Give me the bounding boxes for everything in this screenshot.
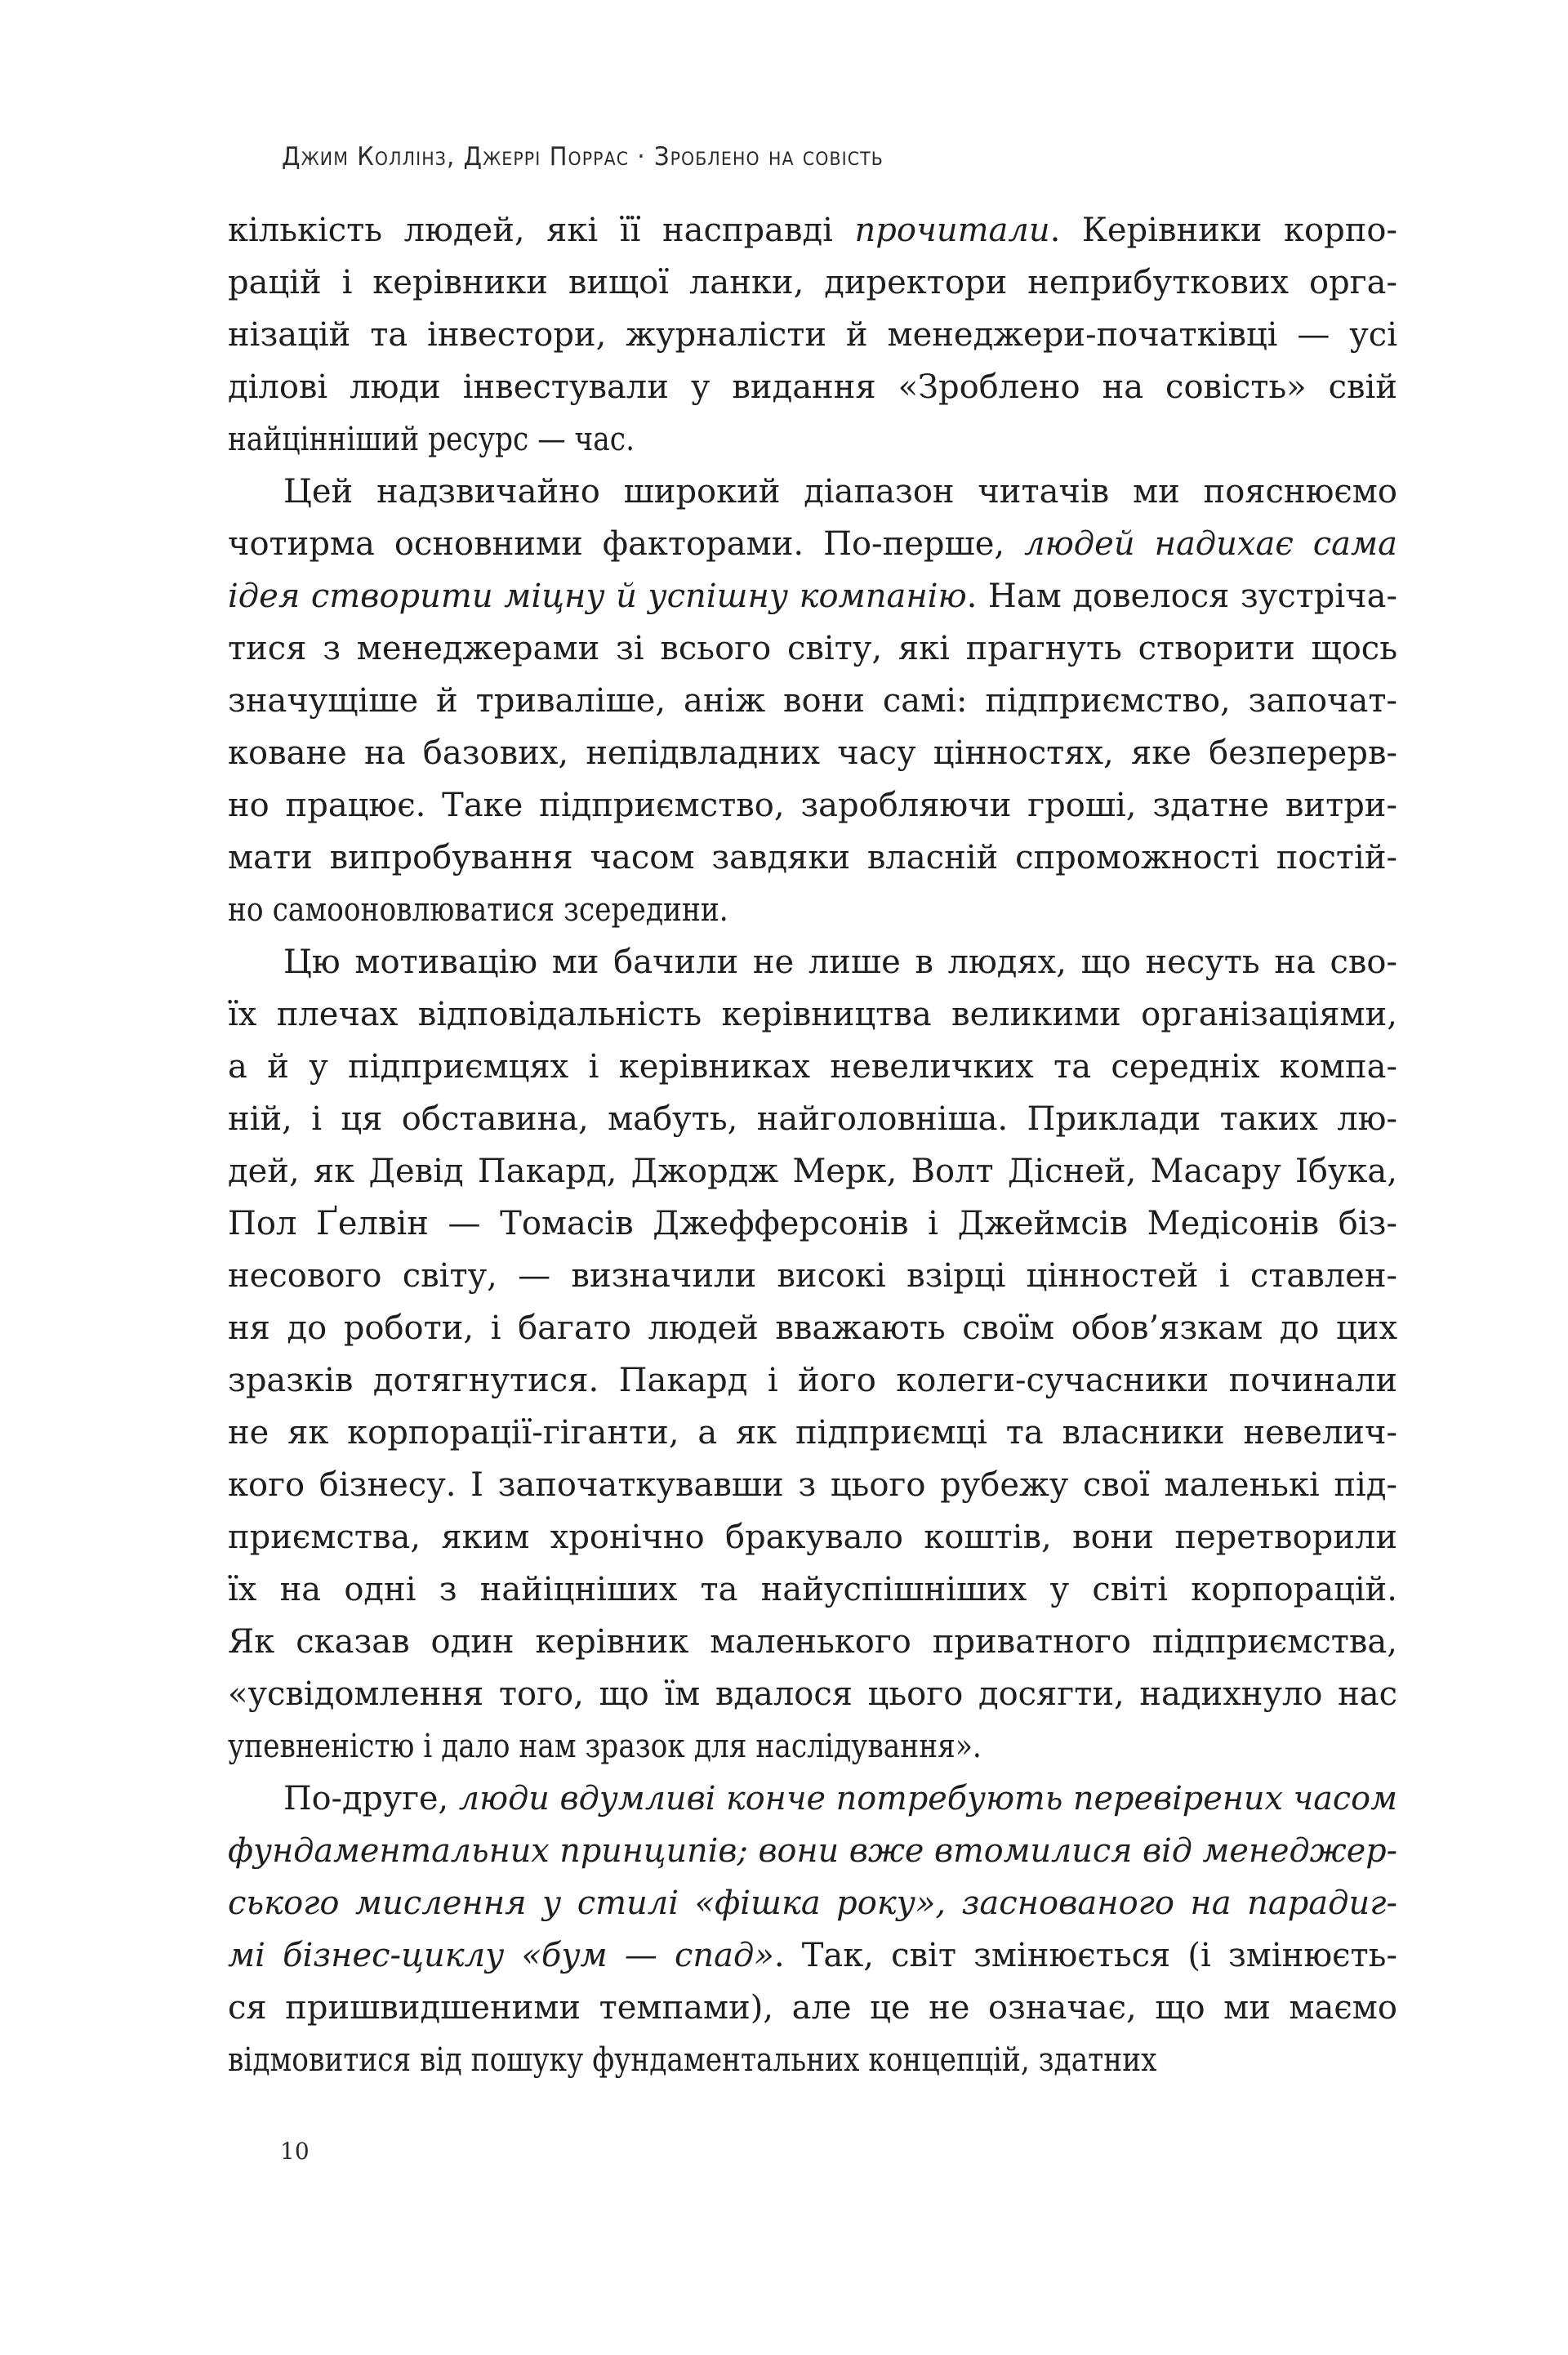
text-line — [228, 988, 1397, 1041]
italic-text: фундаментальних принципів; вони вже втомилися від менеджер- — [228, 1832, 1397, 1870]
text-line — [228, 204, 1397, 256]
text-run: Цю мотивацію ми бачили не лише в людях, що несуть на сво- — [283, 943, 1397, 981]
text-run: їх плечах відповідальність керівництва великими організаціями, — [228, 996, 1397, 1033]
text-run: мати випробування часом завдяки власній спроможності постій- — [228, 839, 1397, 876]
text-line — [228, 1825, 1397, 1877]
text-run: не як корпорації-гіганти, а як підприємці та власники невелич- — [228, 1414, 1397, 1452]
text-run: нізацій та інвестори, журналісти й менеджери-початківці — усі — [228, 316, 1397, 354]
paragraph — [228, 1773, 1397, 2086]
text-line — [228, 727, 1397, 779]
text-line — [228, 1250, 1397, 1302]
italic-text: люди вдумливі конче потребують перевірених часом — [458, 1780, 1397, 1818]
text-line — [228, 361, 1397, 413]
paragraph — [228, 936, 1397, 1773]
text-run: кількість людей, які її насправді — [228, 212, 855, 249]
text-run: приємства, яким хронічно бракувало коштів, вони перетворили — [228, 1519, 1397, 1556]
text-run: Як сказав один керівник маленького приватного підприємства, — [228, 1623, 1397, 1661]
text-run: но працює. Таке підприємство, заробляючи гроші, здатне витри- — [228, 787, 1397, 824]
text-line — [228, 936, 1397, 988]
text-run: ня до роботи, і багато людей вважають своїм обов’язкам до цих — [228, 1309, 1397, 1347]
text-run: «усвідомлення того, що їм вдалося цього досягти, надихнуло нас — [228, 1675, 1397, 1713]
text-line — [228, 622, 1397, 675]
text-run: несового світу, — визначили високі взірці цінностей і ставлен- — [228, 1257, 1397, 1295]
text-run: значущіше й триваліше, аніж вони самі: підприємство, започат- — [228, 682, 1397, 720]
text-line — [228, 1093, 1397, 1145]
paragraph — [228, 466, 1397, 936]
text-line — [228, 1929, 1397, 1982]
text-line — [228, 832, 1397, 884]
text-line — [228, 1407, 1397, 1459]
text-run: їх на одні з найіцніших та найуспішніших у світі корпорацій. — [228, 1571, 1397, 1608]
text-line — [228, 1773, 1397, 1825]
text-run: ділові люди інвестували у видання «Зроблено на совість» свій — [228, 368, 1397, 406]
italic-text: людей надихає сама — [1024, 525, 1397, 563]
paragraph — [228, 204, 1397, 466]
text-line — [228, 413, 1397, 466]
text-run: ній, і ця обставина, мабуть, найголовніша. Приклади таких лю- — [228, 1100, 1397, 1138]
text-run: . Так, світ змінюється (і змінюєть- — [773, 1937, 1397, 1974]
running-header: Джим Коллінз, Джеррі Поррас · Зроблено на совість — [282, 142, 884, 172]
text-run: . Керівники корпо- — [1049, 212, 1397, 249]
body-text — [228, 204, 1397, 2086]
text-run: По-друге, — [283, 1780, 459, 1818]
text-run: ся пришвидшеними темпами), але це не означає, що ми маємо — [228, 1989, 1397, 2027]
text-line — [228, 518, 1397, 570]
text-run: відмовитися від пошуку фундаментальних концепцій, здатних — [228, 2041, 1157, 2079]
italic-text: ідея створити міцну й успішну компанію — [228, 578, 967, 615]
text-line — [228, 1720, 1397, 1773]
text-line — [228, 1668, 1397, 1720]
text-run: дей, як Девід Пакард, Джордж Мерк, Волт Дісней, Масару Ібука, — [228, 1153, 1397, 1190]
italic-text: прочитали — [854, 212, 1050, 249]
text-run: упевненістю і дало нам зразок для наслідування». — [228, 1728, 982, 1765]
text-run: рацій і керівники вищої ланки, директори неприбуткових орга- — [228, 264, 1397, 301]
text-line — [228, 466, 1397, 518]
text-run: зразків дотягнутися. Пакард і його колеги-сучасники починали — [228, 1362, 1397, 1399]
italic-text: ського мислення у стилі «фішка року», заснованого на парадиг- — [228, 1884, 1397, 1922]
text-run: чотирма основними факторами. По-перше, — [228, 525, 1025, 563]
text-line — [228, 2034, 1397, 2086]
text-line — [228, 309, 1397, 361]
text-line — [228, 256, 1397, 309]
text-line — [228, 1511, 1397, 1563]
text-run: кого бізнесу. І започаткувавши з цього рубежу свої маленькі під- — [228, 1466, 1397, 1504]
text-line — [228, 675, 1397, 727]
text-run: коване на базових, непідвладних часу цінностях, яке безперерв- — [228, 734, 1397, 772]
text-run: Цей надзвичайно широкий діапазон читачів ми пояснюємо — [283, 473, 1397, 511]
text-line — [228, 779, 1397, 832]
text-line — [228, 1563, 1397, 1616]
text-line — [228, 1302, 1397, 1354]
text-run: а й у підприємцях і керівниках невеличких та середніх компа- — [228, 1048, 1397, 1086]
text-run: Пол Ґелвін — Томасів Джефферсонів і Джеймсів Медісонів біз- — [228, 1205, 1397, 1242]
text-line — [228, 1459, 1397, 1511]
text-run: . Нам довелося зустріча- — [966, 578, 1397, 615]
text-run: найцінніший ресурс — час. — [228, 421, 635, 458]
text-run: тися з менеджерами зі всього світу, які прагнуть створити щось — [228, 630, 1397, 667]
text-line — [228, 1616, 1397, 1668]
text-line — [228, 1877, 1397, 1929]
text-line — [228, 1982, 1397, 2034]
text-line — [228, 1354, 1397, 1407]
text-line — [228, 1198, 1397, 1250]
text-line — [228, 884, 1397, 936]
text-line — [228, 1145, 1397, 1198]
text-run: но самооновлюватися зсередини. — [228, 891, 728, 929]
text-line — [228, 570, 1397, 622]
italic-text: мі бізнес-циклу «бум — спад» — [228, 1937, 774, 1974]
page-number: 10 — [280, 2138, 310, 2165]
text-line — [228, 1041, 1397, 1093]
